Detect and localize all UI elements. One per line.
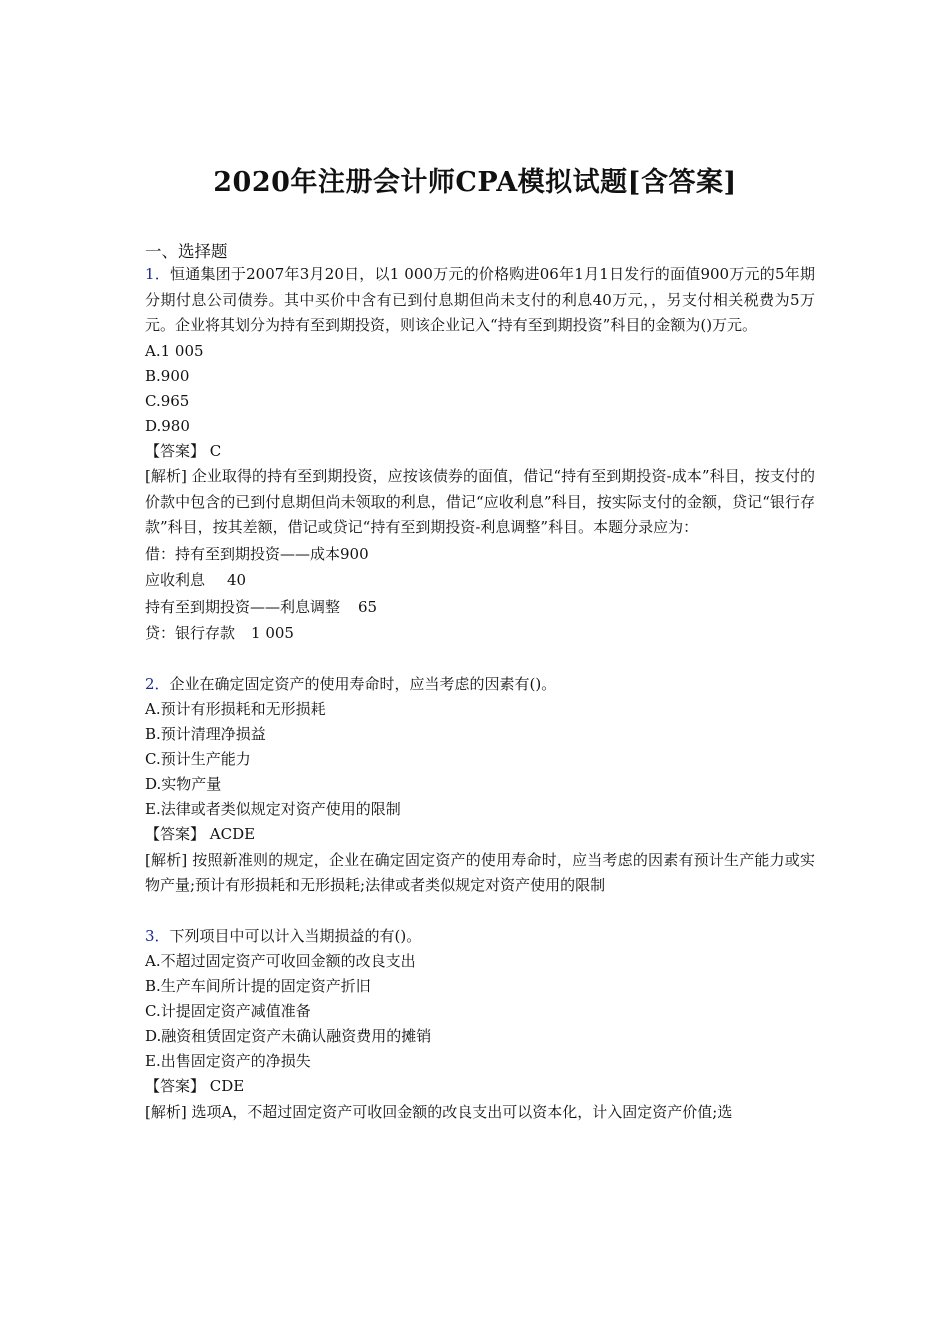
question-stem [145,924,815,950]
journal-entry [145,567,815,594]
entry-label: 应收利息 [145,571,206,589]
question-text: 恒通集团于2007年3月20日，以1 000万元的价格购进06年1月1日发行的面值900万元的5年期分期付息公司债券。其中买价中含有已到付息期但尚未支付的利息40万元，，另支付相关税费为5万元。企业将其划分为持有至到期投资，则该企业记入“持有至到期投资”科目的金额为()万元。 [145,265,815,334]
answer-line: 【答案】 CDE [145,1077,245,1095]
journal-entry [145,541,815,568]
option-c: C.预计生产能力 [145,750,251,768]
journal-entry [145,620,815,647]
option-b: B.生产车间所计提的固定资产折旧 [145,977,371,995]
question-text: 下列项目中可以计入当期损益的有()。 [169,926,422,945]
option-d: D.融资租赁固定资产未确认融资费用的摊销 [145,1027,432,1045]
option-c: C.计提固定资产减值准备 [145,1002,311,1020]
question-number: 3． [145,926,170,945]
option-b: B.900 [145,366,190,385]
question-number: 1． [145,265,170,283]
analysis-text: [解析] 企业取得的持有至到期投资，应按该债券的面值，借记“持有至到期投资-成本”科目，按支付的价款中包含的已到付息期但尚未领取的利息，借记“应收利息”科目，按实际支付的金额，贷记“银行存款”科目，按其差额，借记或贷记“持有至到期投资-利息调整”科目。本题分录应为： [145,467,815,536]
entry-amount: 900 [340,544,369,563]
entry-label: 贷：银行存款 [145,624,236,642]
option-d: D.980 [145,416,190,435]
question-stem [145,672,815,698]
answer-line: 【答案】 ACDE [145,825,256,843]
question-stem [145,262,815,339]
question-3 [145,924,815,1126]
option-a: A.1 005 [145,341,204,360]
option-a: A.不超过固定资产可收回金额的改良支出 [145,952,416,970]
option-e: E.法律或者类似规定对资产使用的限制 [145,800,401,818]
question-1 [145,262,815,647]
entry-amount: 40 [227,571,247,589]
questions-container [145,262,815,1125]
option-b: B.预计清理净损益 [145,725,266,743]
question-text: 企业在确定固定资产的使用寿命时，应当考虑的因素有()。 [169,674,557,693]
entry-label: 借：持有至到期投资——成本 [145,544,341,563]
journal-entry [145,594,815,621]
answer-line: 【答案】 C [145,441,222,460]
section-heading: 一、选择题 [145,242,228,261]
entry-amount: 1 005 [251,624,294,642]
analysis-text: [解析] 选项A，不超过固定资产可收回金额的改良支出可以资本化，计入固定资产价值;选 [145,1102,733,1121]
option-c: C.965 [145,391,190,410]
entry-amount: 65 [358,597,378,616]
analysis-text: [解析] 按照新准则的规定，企业在确定固定资产的使用寿命时，应当考虑的因素有预计生产能力或实物产量;预计有形损耗和无形损耗;法律或者类似规定对资产使用的限制 [145,850,815,894]
entry-label: 持有至到期投资——利息调整 [145,597,341,616]
document-title: 2020年注册会计师CPA模拟试题[含答案] [213,167,737,198]
option-a: A.预计有形损耗和无形损耗 [145,700,326,718]
option-e: E.出售固定资产的净损失 [145,1052,311,1070]
question-2 [145,672,815,899]
option-d: D.实物产量 [145,775,222,793]
question-number: 2． [145,674,170,693]
